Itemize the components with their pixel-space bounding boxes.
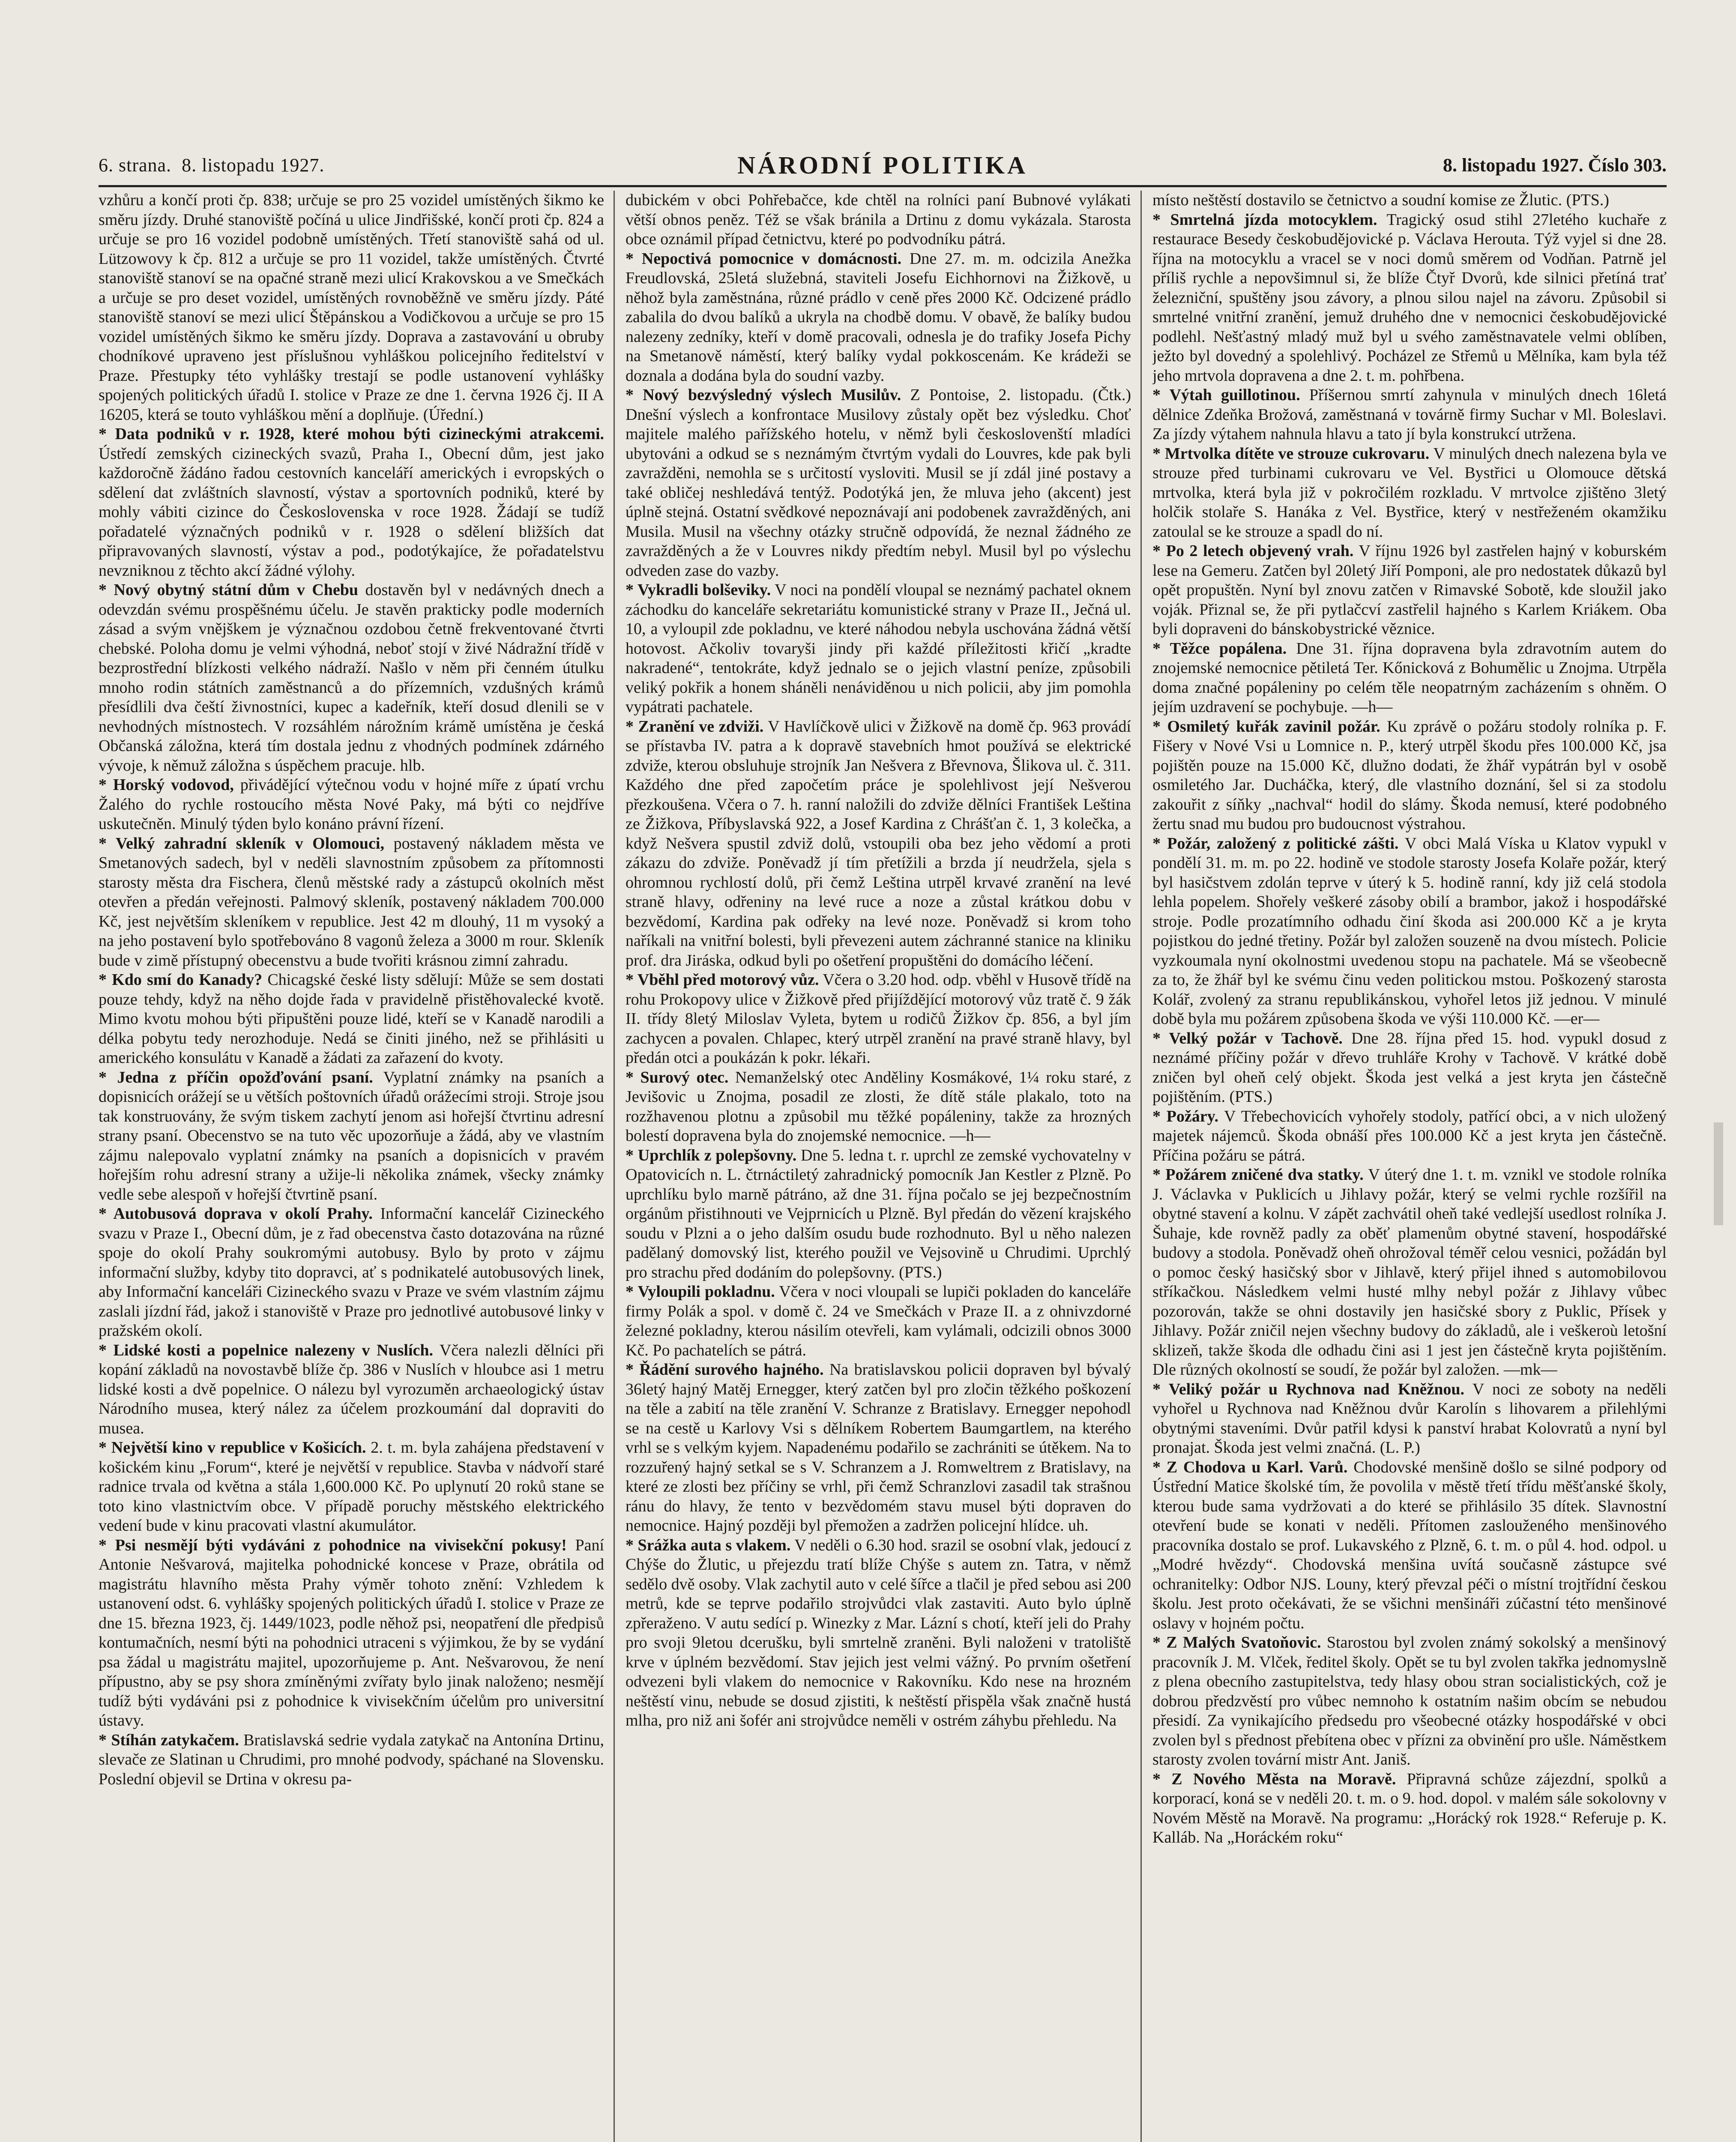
- news-item-headline: * Z Malých Svatoňovic.: [1152, 1633, 1321, 1651]
- news-item: [1152, 1029, 1667, 1107]
- news-item-body: Paní Antonie Nešvarová, majitelka pohodnické koncese v Praze, obrátila od magistrátu hlavního města Prahy výměr tohoto znění: Vzhledem k ustanovení odst. 6. vyhlášky spojených politických úřadů I. stolice v Praze ze dne 15. března 1923, čj. 1449/1023, podle něhož psi, neopatření dle předpisů kontumačních, nesmí býti na pohodnici utraceni s výjimkou, že by se vydání psa žádal u magistrátu majitel, upozorňujeme p. Ant. Nešvarovou, že není přípustno, aby se psy shora zmíněnými zvířaty bylo jinak naloženo; nesmějí tudíž býti vydáváni psi z pohodnice k vivisekčním účelům pro universitní ústavy.: [99, 1536, 604, 1729]
- news-item-headline: * Autobusová doprava v okolí Prahy.: [99, 1205, 373, 1223]
- news-item: [626, 386, 1131, 580]
- news-item: [1152, 1380, 1667, 1458]
- news-item-headline: * Veliký požár u Rychnova nad Kněžnou.: [1152, 1380, 1465, 1398]
- news-item: [626, 191, 1131, 249]
- news-item-body: Vyplatní známky na psaních a dopisnicích orážejí se u větších poštovních úřadů orážecími stroji. Stroje jsou tak konstruovány, že svým tiskem zachytí jenom asi hořejší čtvrtinu adresní strany psaní. Obecenstvo se na tuto věc upozorňuje a žádá, aby ve vlastním zájmu nalepovalo vyplatní známky na psaních a dopisnicích v pravém hořejším rohu adresní strany a užije-li několika známek, všecky známky vedle sebe alespoň v hořejší čtvrtině psaní.: [99, 1068, 604, 1203]
- news-item: [1152, 1633, 1667, 1770]
- news-item: [99, 1068, 604, 1205]
- news-item-body: Ku zprávě o požáru stodoly rolníka p. F. Fišery v Nové Vsi u Lomnice n. P., který utrpěl škodu přes 100.000 Kč, jsa pojištěn pouze na 15.000 Kč, dlužno dodati, že žhář vypátrán byl v osobě osmiletého Jar. Ducháčka, který, dle vlastního doznání, šel si za stodolu zakouřit z síňky „nachval“ hodil do slámy. Škoda nemusí, které podobného žertu snad mu budou pro budoucnost výstrahou.: [1152, 717, 1667, 833]
- news-item: [1152, 834, 1667, 1029]
- news-item-body: Připravná schůze zájezdní, spolků a korporací, koná se v neděli 20. t. m. o 9. hod. dopol. v malém sále sokolovny v Novém Městě na Moravě. Na programu: „Horácký rok 1928.“ Referuje p. K. Kalláb. Na „Horáckém roku“: [1152, 1770, 1667, 1846]
- news-item-body: 2. t. m. byla zahájena představení v košickém kinu „Forum“, které je největší v republice. Stavba v nádvoří staré radnice trvala od května a stála 1,600.000 Kč. Po uplynutí 20 roků stane se toto kino vlastnictvím obce. V případě poruchy městského elektrického vedení bude v kinu pracovati vlastní akumulátor.: [99, 1439, 604, 1535]
- news-item-body: Příšernou smrtí zahynula v minulých dnech 16letá dělnice Zdeňka Brožová, zaměstnaná v továrně firmy Suchar v Ml. Boleslavi. Za jízdy výtahem nahnula hlavu a tato jí byla konstrukcí utržena.: [1152, 386, 1667, 443]
- news-item-headline: * Zranění ve zdviži.: [626, 717, 764, 736]
- news-item-headline: * Požáry.: [1152, 1107, 1219, 1125]
- news-item-headline: * Uprchlík z polepšovny.: [626, 1146, 797, 1164]
- news-item-body: Včera o 3.20 hod. odp. vběhl v Husově třídě na rohu Prokopovy ulice v Žižkově před přijíždějící motorový vůz tratě č. 9 žák II. třídy 8letý Miloslav Vyleta, bytem u rodičů Žižkov čp. 856, a byl jím zachycen a povalen. Chlapec, který utrpěl zranění na pravé straně hlavy, byl předán otci a poukázán k pokr. lékaři.: [626, 971, 1131, 1067]
- news-item: [626, 1068, 1131, 1146]
- text-column-2: [626, 191, 1131, 2142]
- news-item-headline: * Požár, založený z politické zášti.: [1152, 834, 1399, 853]
- news-item-headline: * Velký požár v Tachově.: [1152, 1029, 1343, 1047]
- news-item: [99, 1731, 604, 1789]
- news-item-body: Tragický osud stihl 27letého kuchaře z restaurace Besedy českobudějovické p. Václava Herouta. Týž vyjel si dne 28. října na motocyklu a vracel se v noci domů směrem od Vodňan. Patrně jel příliš rychle a nepovšimnul si, že blíže Čtyř Dvorů, kde silnici přetíná trať železniční, spuštěny jsou závory, a plnou silou najel na závoru. Způsobil si smrtelné vnitřní zranění, jemuž druhého dne v nemocnici českobudějovické podlehl. Nešťastný mladý muž byl u svého zaměstnavatele velmi oblíben, ježto byl dovedný a spolehlivý. Pocházel ze Střemů u Mělníka, kam byla též jeho mrtvola dopravena a dne 2. t. m. pohřbena.: [1152, 210, 1667, 385]
- news-item-headline: * Osmiletý kuřák zavinil požár.: [1152, 717, 1380, 736]
- news-item-headline: * Požárem zničené dva statky.: [1152, 1166, 1364, 1184]
- news-item: [99, 191, 604, 425]
- news-item-body: V Třebechovicích vyhořely stodoly, patřící obci, a v nich uložený majetek nájemců. Škoda obnáší přes 100.000 Kč a jest kryta jen částečně. Příčina požáru se pátrá.: [1152, 1107, 1667, 1164]
- news-item-body: vzhůru a končí proti čp. 838; určuje se pro 25 vozidel umístěných šikmo ke směru jízdy. Druhé stanoviště počíná u ulice Jindřišské, končí proti čp. 824 a určuje se pro 16 vozidel podobně umístěných. Třetí stanoviště sahá od ul. Lützowovy k čp. 812 a určuje se pro 11 vozidel, takže umístěných. Čtvrté stanoviště stanoví se na opačné straně mezi ulicí Krakovskou a ve Smečkách a určuje se pro deset vozidel, umístěných rovnoběžně ve směru jízdy. Páté stanoviště stanoví se mezi ulicí Štěpánskou a Vodičkovou a určuje se pro 15 vozidel umístěných šikmo ke směru jízdy. Doprava a zastavování u obruby chodníkové upraveno jest příslušnou vyhláškou policejního ředitelství v Praze. Přestupky této vyhlášky trestají se podle ustanovení vyhlášky spojených politických úřadů I. stolice v Praze ze dne 1. června 1926 čj. II A 16205, která se touto vyhláškou mění a doplňuje. (Úřední.): [99, 191, 604, 424]
- news-item-body: V obci Malá Víska u Klatov vypukl v pondělí 31. m. m. po 22. hodině ve stodole starosty Josefa Kolaře požár, který byl hasičstvem zdolán teprve v úterý k 5. hodině ranní, kdy již celá stodola lehla popelem. Shořely veškeré zásoby obilí a brambor, jakož i hospodářské stroje. Podle prozatímního odhadu činí škoda asi 200.000 Kč a je kryta pojistkou do jedné třetiny. Požár byl založen souzeně na dvou místech. Policie vyzkoumala nyní okolnostmi uvedenou stopu na pachatele. Má se všeobecně za to, že žhář byl ke svému činu veden politickou mstou. Poškozený starosta Kolář, zvolený za stranu republikánskou, vyhořel letos již jednou. V minulé době byla mu požárem způsobena škoda ve výši 110.000 Kč. —er—: [1152, 834, 1667, 1028]
- news-item-headline: * Smrtelná jízda motocyklem.: [1152, 210, 1377, 229]
- news-item-headline: * Nepoctivá pomocnice v domácnosti.: [626, 249, 902, 268]
- news-item-body: Bratislavská sedrie vydala zatykač na Antonína Drtinu, slevače ze Slatinan u Chrudimi, pro mnohé podvody, spáchané na Slovensku. Poslední objevil se Drtina v okresu pa-: [99, 1731, 604, 1788]
- news-item-headline: * Řádění surového hajného.: [626, 1361, 824, 1379]
- news-item-headline: * Z Chodova u Karl. Varů.: [1152, 1458, 1348, 1476]
- news-item: [1152, 1165, 1667, 1380]
- news-item: [99, 1536, 604, 1731]
- news-item: [1152, 210, 1667, 386]
- column-divider: [614, 191, 615, 2142]
- news-item: [99, 425, 604, 580]
- news-item: [99, 970, 604, 1068]
- header-date-left: 8. listopadu 1927.: [182, 155, 325, 176]
- news-item-body: V Havlíčkově ulici v Žižkově na domě čp. 963 provádí se přístavba IV. patra a k dopravě stavebních hmot používá se elektrické zdviže, kterou obsluhuje strojník Jan Nešvera z Břevnova, Šlikova ul. č. 311. Každého dne před započetím práce je spolehlivost její Nešverou přezkoušena. Včera o 7. h. ranní naložili do zdviže dělníci František Leština ze Žižkova, Příbyslavská 922, a Josef Kardina z Chrášťan č. 1, 3 kolečka, a když Nešvera spustil zdviž dolů, vstoupili oba bez jeho vědomí a proti zákazu do zdviže. Poněvadž jí tím přetížili a brzda jí neudržela, sjela s ohromnou rychlostí dolů, při čemž Leština utrpěl krvavé zranění na levé straně hlavy, odřeniny na levé ruce a noze a zůstal krátkou dobu v bezvědomí, Kardina pak odřeky na levé noze. Poněvadž si krom toho naříkali na vnitřní bolesti, byli převezeni autem záchranné stanice na kliniku prof. dra Jiráska, odkud byli po ošetření propuštěni do domácího léčení.: [626, 717, 1131, 969]
- news-item-body: Z Pontoise, 2. listopadu. (Čtk.) Dnešní výslech a konfrontace Musilovy zůstaly opět bez výsledku. Choť majitele malého pařížského hotelu, v němž byli českoslovenští mladíci ubytováni a odkud se s neznámým čtvrtým vydali do Louvres, kde pak byli zavražděni, nemohla se s určitostí vysloviti. Musil se jí zdál jiné postavy a také obličej neshledává tentýž. Podotýká jen, že mluva jeho (akcent) jest úplně stejná. Ostatní svědkové nepoznávají ani podobenek zavražděných, ani Musila. Musil na všechny otázky stručně odpovídá, že neznal žádného ze zavražděných a že v Louvres nikdy předtím nebyl. Musil byl po výslechu odveden zase do vazby.: [626, 386, 1131, 580]
- news-item: [626, 970, 1131, 1068]
- news-item: [99, 1438, 604, 1536]
- news-item-headline: * Z Nového Města na Moravě.: [1152, 1770, 1396, 1788]
- news-item-body: Chodovské menšině došlo se silné podpory od Ústřední Matice školské tím, že povolila v městě třetí třídu měšťanské školy, kterou bude sama vydržovati a do které se přihlásilo 35 dítek. Slavnostní otevření bude se konati v neděli. Přítomen zaslouženého menšinového pracovníka dostalo se prof. Lukavského z Plzně, 6. t. m. o půl 4. hod. odpol. u „Modré hvězdy“. Chodovská menšina uvítá současně zástupce své ochranitelky: Odbor NJS. Louny, který převzal péči o místní trojtřídní českou školu. Jest proto očekávati, že se všichni menšináři zúčastní této menšinové oslavy v hojném počtu.: [1152, 1458, 1667, 1632]
- news-item-headline: * Srážka auta s vlakem.: [626, 1536, 791, 1554]
- news-item: [626, 1536, 1131, 1731]
- news-item-body: V noci ze soboty na neděli vyhořel u Rychnova nad Kněžnou dvůr Karolín s lihovarem a přilehlými obytnými staveními. Dvůr patřil kdysi k panství hrabat Kolovratů a nyní byl pronajat. Škoda jest velmi značná. (L. P.): [1152, 1380, 1667, 1457]
- news-item-headline: * Velký zahradní skleník v Olomouci,: [99, 834, 384, 853]
- masthead-title: NÁRODNÍ POLITIKA: [737, 151, 1028, 179]
- news-item-headline: * Výtah guillotinou.: [1152, 386, 1300, 404]
- header-date-issue: 8. listopadu 1927. Číslo 303.: [1443, 155, 1667, 176]
- news-item: [1152, 541, 1667, 639]
- news-item-headline: * Vběhl před motorový vůz.: [626, 971, 819, 989]
- news-item: [1152, 444, 1667, 542]
- news-item-headline: * Nový obytný státní dům v Chebu: [99, 581, 358, 599]
- news-item-body: Dne 28. října před 15. hod. vypukl dosud z neznámé příčiny požár v dřevo truhláře Krohy v Tachově. V krátké době zničen byl oheň celý objekt. Škoda jest velká a jest kryta jen částečně pojištěním. (PTS.): [1152, 1029, 1667, 1106]
- news-item-body: V říjnu 1926 byl zastřelen hajný v koburském lese na Gemeru. Zatčen byl 20letý Jiří Pomponi, ale pro nedostatek důkazů byl opět propuštěn. Nyní byl znovu zatčen v Rimavské Sobotě, kde sloužil jako voják. Přiznal se, že při pytlačcví zastřelil hajného s Karlem Kriákem. Oba byli dopraveni do bánskobystrické věznice.: [1152, 542, 1667, 638]
- news-item-headline: * Data podniků v r. 1928, které mohou býti cizineckými atrakcemi.: [99, 425, 604, 443]
- text-column-3: [1152, 191, 1667, 2142]
- news-item-headline: * Vyloupili pokladnu.: [626, 1283, 775, 1301]
- news-item-headline: * Nový bezvýsledný výslech Musilův.: [626, 386, 901, 404]
- news-item: [1152, 717, 1667, 834]
- news-item: [626, 717, 1131, 971]
- news-item: [626, 1360, 1131, 1536]
- news-item-body: Na bratislavskou policii dopraven byl bývalý 36letý hajný Matěj Ernegger, který zatčen byl pro zločin těžkého poškození na těle a zabití na těle zranění V. Schranze z Bratislavy. Ernegger nepohodl se na cestě u Karlovy Vsi s dělníkem Robertem Baumgartlem, na kterého vrhl se s velkým kyjem. Napadenému podařilo se zachrániti se útěkem. Na to rozzuřený hajný setkal se s V. Schranzem a J. Romweltrem z Bratislavy, na které ze zlosti bez příčiny se vrhl, při čemž Schranzlovi zasadil tak strašnou ránu do hlavy, že tento v bezvědomém stavu musel býti dopraven do nemocnice. Hajný později byl přemožen a zadržen policejní hlídce. uh.: [626, 1361, 1131, 1535]
- news-item-body: Nemanželský otec Anděliny Kosmákové, 1¼ roku staré, z Jevišovic u Znojma, posadil ze zlosti, že dítě stále plakalo, toto na rozžhavenou plotnu a způsobil mu těžké popáleniny, takže za hrozných bolestí dopravena byla do znojemské nemocnice. —h—: [626, 1068, 1131, 1145]
- scan-edge-mark: [1714, 1122, 1723, 1225]
- news-item-body: místo neštěstí dostavilo se četnictvo a soudní komise ze Žlutic. (PTS.): [1152, 191, 1609, 209]
- news-item: [626, 580, 1131, 717]
- news-item: [99, 834, 604, 971]
- header-page-number: 6. strana.: [99, 155, 172, 176]
- text-column-1: [99, 191, 604, 2142]
- news-item: [1152, 386, 1667, 444]
- news-item-headline: * Stíhán zatykačem.: [99, 1731, 239, 1749]
- news-item: [1152, 1770, 1667, 1848]
- header-rule: [99, 185, 1667, 187]
- news-item-headline: * Největší kino v republice v Košicích.: [99, 1439, 366, 1457]
- news-item-body: V neděli o 6.30 hod. srazil se osobní vlak, jedoucí z Chýše do Žlutic, u přejezdu tratí blíže Chýše s autem zn. Tatra, v němž sedělo dvě osoby. Vlak zachytil auto v celé šířce a tlačil je před sebou asi 200 metrů, kde se teprve podařilo strojvůdci vlak zastaviti. Auto bylo úplně zpřeraženo. V autu sedící p. Winezky z Mar. Lázní s chotí, kteří jeli do Prahy pro svoji 9letou dcerušku, byli smrtelně zraněni. Byli naloženi v tratoliště krve v úplném bezvědomí. Stav jejich jest velmi vážný. Po prvním ošetření odvezeni byli vlakem do nemocnice v Rakovníku. Kdo nese na hrozném neštěstí vinu, nebude se dosud zjistiti, k neštěstí přispěla však značně hustá mlha, pro niž ani šofér ani strojvůdce neměli v ostrém záhybu přehledu. Na: [626, 1536, 1131, 1729]
- news-item-headline: * Jedna z příčin opožďování psaní.: [99, 1068, 373, 1086]
- news-item-body: Informační kancelář Cizineckého svazu v Praze I., Obecní dům, je z řad obecenstva často dotazována na různé spoje do okolí Prahy soukromými autobusy. Bylo by proto v zájmu informační služby, kdyby tito dopravci, ať s podnikatelé autobusových linek, aby Informační kanceláři Cizineckého svazu v Praze ve svém vlastním zájmu zaslali jízdní řád, jakož i stanoviště v Praze pro jednotlivé autobusové linky v pražském okolí.: [99, 1205, 604, 1340]
- news-item-body: dubickém v obci Pohřebačce, kde chtěl na rolníci paní Bubnové vylákati větší obnos peněz. Též se však bránila a Drtinu z domu vykázala. Starosta obce oznámil případ četnictvu, které po podvodníku pátrá.: [626, 191, 1131, 248]
- news-item-headline: * Horský vodovod,: [99, 776, 234, 794]
- news-item: [1152, 639, 1667, 717]
- news-item: [626, 1146, 1131, 1283]
- news-item-headline: * Mrtvolka dítěte ve strouze cukrovaru.: [1152, 444, 1430, 463]
- news-item: [1152, 191, 1667, 210]
- news-item-body: V úterý dne 1. t. m. vznikl ve stodole rolníka J. Václavka v Puklicích u Jihlavy požár, který se velmi rychle rozšířil na obytné stavení a kolnu. V zápět zachvátil oheň také vedlejší usedlost rolníka J. Šuhaje, kde rovněž padly za oběť plamenům obytné stavení, hospodářské budovy a stodola. Poněvadž oheň ohrožoval téměř celou vesnici, požádán byl o pomoc český hasičský sbor v Jihlavě, který přijel ihned s automobilovou stříkačkou. Následkem velmi husté mlhy nebyl požár z Jihlavy vůbec pozorován, takže se ohni dostavily jen hasičské sbory z Puklic, Přísek y Jihlavy. Požár zničil nejen všechny budovy do základů, ale i veškeroù letošní sklizeň, takže škoda dle odhadu čini asi 1 jest jen částečně kryta pojištěním. Dle různých okolností se soudí, že požár byl založen. —mk—: [1152, 1166, 1667, 1379]
- news-item-body: postavený nákladem města ve Smetanových sadech, byl v neděli slavnostním způsobem za přítomnosti starosty města dra Fischera, členů městské rady a zástupců okolních měst otevřen a předán veřejnosti. Palmový skleník, postavený nákladem 700.000 Kč, jest největším skleníkem v republice. Jest 42 m dlouhý, 11 m vysoký a na jeho postavení bylo spotřebováno 8 vagonů železa a 3000 m rour. Skleník bude v zimě přístupný obecenstvu a bude tvořiti krásnou zimní zahradu.: [99, 834, 604, 969]
- news-item: [626, 249, 1131, 386]
- news-item: [99, 580, 604, 775]
- news-item: [1152, 1107, 1667, 1166]
- news-item-body: Včera nalezli dělníci při kopání základů na novostavbě blíže čp. 386 v Nuslích v hloubce asi 1 metru lidské kosti a dvě popelnice. O nálezu byl vyrozuměn archaeologický ústav Národního musea, který nález za účelem prozkoumání dal dopraviti do musea.: [99, 1341, 604, 1437]
- news-item-body: Dne 5. ledna t. r. uprchl ze zemské vychovatelny v Opatovicích n. L. čtrnáctiletý zahradnický pomocník Jan Kestler z Plzně. Po uprchlíku bylo marně pátráno, až dne 31. října počalo se jej bezpečnostním orgánům přistihnouti ve Vejprnicích u Plzně. Byl předán do vězení krajského soudu v Plzni a o jeho dalším osudu bude rozhodnuto. Byl u něho nalezen padělaný domovský list, kterého použil ve Vejsovině u Chrudimi. Uprchlý pro strachu před dodáním do polepšovny. (PTS.): [626, 1146, 1131, 1281]
- news-item-headline: * Surový otec.: [626, 1068, 729, 1086]
- news-item-headline: * Vykradli bolševiky.: [626, 581, 771, 599]
- news-item-body: Včera v noci vloupali se lupiči pokladen do kanceláře firmy Polák a spol. v domě č. 24 ve Smečkách v Praze II. a z ohnivzdorné železné pokladny, kterou násilím otevřeli, kam vylámali, odcizili obnos 3000 Kč. Po pachatelích se pátrá.: [626, 1283, 1131, 1359]
- news-item-body: Dne 27. m. m. odcizila Anežka Freudlovská, 25letá služebná, staviteli Josefu Eichhornovi na Žižkově, u něhož byla zaměstnána, různé prádlo v ceně přes 2000 Kč. Odcizené prádlo zabalila do dvou balíků a ukryla na chodbě domu. V obavě, že balíky budou nalezeny zedníky, kteří v domě pracovali, odnesla je do trafiky Josefa Pichy na Smetanově náměstí, který balíky vydal pokkoscenám. Ke krádeži se doznala a dodána byla do soudní vazby.: [626, 249, 1131, 385]
- news-item: [99, 775, 604, 834]
- news-item: [1152, 1458, 1667, 1633]
- page-header: [99, 151, 1667, 181]
- news-item: [99, 1341, 604, 1439]
- news-item-body: Ústředí zemských cizineckých svazů, Praha I., Obecní dům, jest jako každoročně žádáno řadou cestovních kanceláří amerických i evropských o sdělení dat zvláštních slavností, výstav a sportovních podniků, které by mohly vábiti cizince do Československa v roce 1928. Žádají se tudíž pořadatelé význačných podniků v r. 1928 o sdělení bližších dat připravovaných slavností, výstav a pod., podotýkajíce, že pořadatelstvu nevzniknou z těchto akcí žádné výlohy.: [99, 444, 604, 580]
- news-item-body: dostavěn byl v nedávných dnech a odevzdán svému prospěšnému účelu. Je stavěn prakticky podle moderních zásad a svým vnějškem je význačnou ozdobou četně frekventované čtvrti chebské. Poloha domu je velmi výhodná, neboť stojí v živé Nádražní třídě v bezprostřední blízkosti velkého nádraží. Našlo v něm při čenném útulku mnoho rodin státních zaměstnanců a do přízemních, vzdušných krámů přesídlili dva čeští živnostníci, kupec a kadeřník, kteří dosud dlenili se v nevhodných místnostech. V rozsáhlém nárožním krámě umístěna je česká Občanská záložna, která tím dostala jednu z vhodných podmínek zdárného vývoje, k němuž záložna s úspěchem pracuje. hlb.: [99, 581, 604, 775]
- news-item: [626, 1282, 1131, 1360]
- news-item-body: Starostou byl zvolen známý sokolský a menšinový pracovník J. M. Vlček, ředitel školy. Opět se tu byl zvolen takřka jednomyslně z plena obecního zastupitelstva, tedy hlasy obou stran socialistických, což je dobrou předzvěstí pro vůbec nemnoho k ostatním našim obcím se nebudou přesidí. Za vynikajícího předsedu pro všeobecné otázky hospodářské v obci zvolen byl s přednost přebítena obec v přízni za obvinění pro ušle. Náměstkem starosty zvolen tovární mistr Ant. Janiš.: [1152, 1633, 1667, 1768]
- news-item-body: Chicagské české listy sdělují: Může se sem dostati pouze tehdy, když na něho dojde řada v pravidelně přistěhovalecké kvotě. Mimo kvotu mohou býti připuštěni pouze lidé, kteří se v Kanadě narodili a délka pobytu tedy nerozhoduje. Nedá se činiti jiného, než se přihlásiti u amerického konsulátu v Kanadě a žádati za zařazení do kvoty.: [99, 971, 604, 1067]
- news-item-body: V noci na pondělí vloupal se neznámý pachatel oknem záchodku do kanceláře sekretariátu komunistické strany v Praze II., Ječná ul. 10, a vyloupil zde pokladnu, ve které náhodou nebyla uschována žádná větší hotovost. Ačkoliv tovaryši jindy při každé příležitosti křičí „kradte nakradené“, tentokráte, když jednalo se o jejich vlastní peníze, způsobili veliký pokřik a honem sháněli nenáviděnou u nich policii, aby jim pomohla vypátrati pachatele.: [626, 581, 1131, 716]
- column-divider: [1140, 191, 1142, 2142]
- news-item-headline: * Kdo smí do Kanady?: [99, 971, 263, 989]
- news-item-body: přivádějící výtečnou vodu v hojné míře z úpatí vrchu Žalého do rychle rostoucího města Nové Paky, má býti co nejdříve uskutečněn. Minulý týden bylo konáno právní řízení.: [99, 776, 604, 833]
- news-item-headline: * Po 2 letech objevený vrah.: [1152, 542, 1354, 560]
- news-item-headline: * Lidské kosti a popelnice nalezeny v Nuslích.: [99, 1341, 434, 1359]
- news-item-headline: * Psi nesmějí býti vydáváni z pohodnice na vivisekční pokusy!: [99, 1536, 567, 1554]
- news-item-body: Dne 31. října dopravena byla zdravotním autem do znojemské nemocnice pětiletá Ter. Kőnicková z Bohumělic u Znojma. Utrpěla doma značné popáleniny po celém těle neopatrným zacházením s ohněm. O jejím uzdravení se pochybuje. —h—: [1152, 639, 1667, 716]
- news-item: [99, 1204, 604, 1341]
- news-item-body: V minulých dnech nalezena byla ve strouze před turbinami cukrovaru ve Vel. Bystřici u Olomouce dětská mrtvolka, která byla již v pokročilém rozkladu. V mrtvolce zjištěno 3letý holčik stolaře S. Hanáka z Vel. Bystřice, který v nestřeženém okamžiku zatoulal se ke strouze a spadl do ní.: [1152, 444, 1667, 541]
- news-item-headline: * Těžce popálena.: [1152, 639, 1287, 658]
